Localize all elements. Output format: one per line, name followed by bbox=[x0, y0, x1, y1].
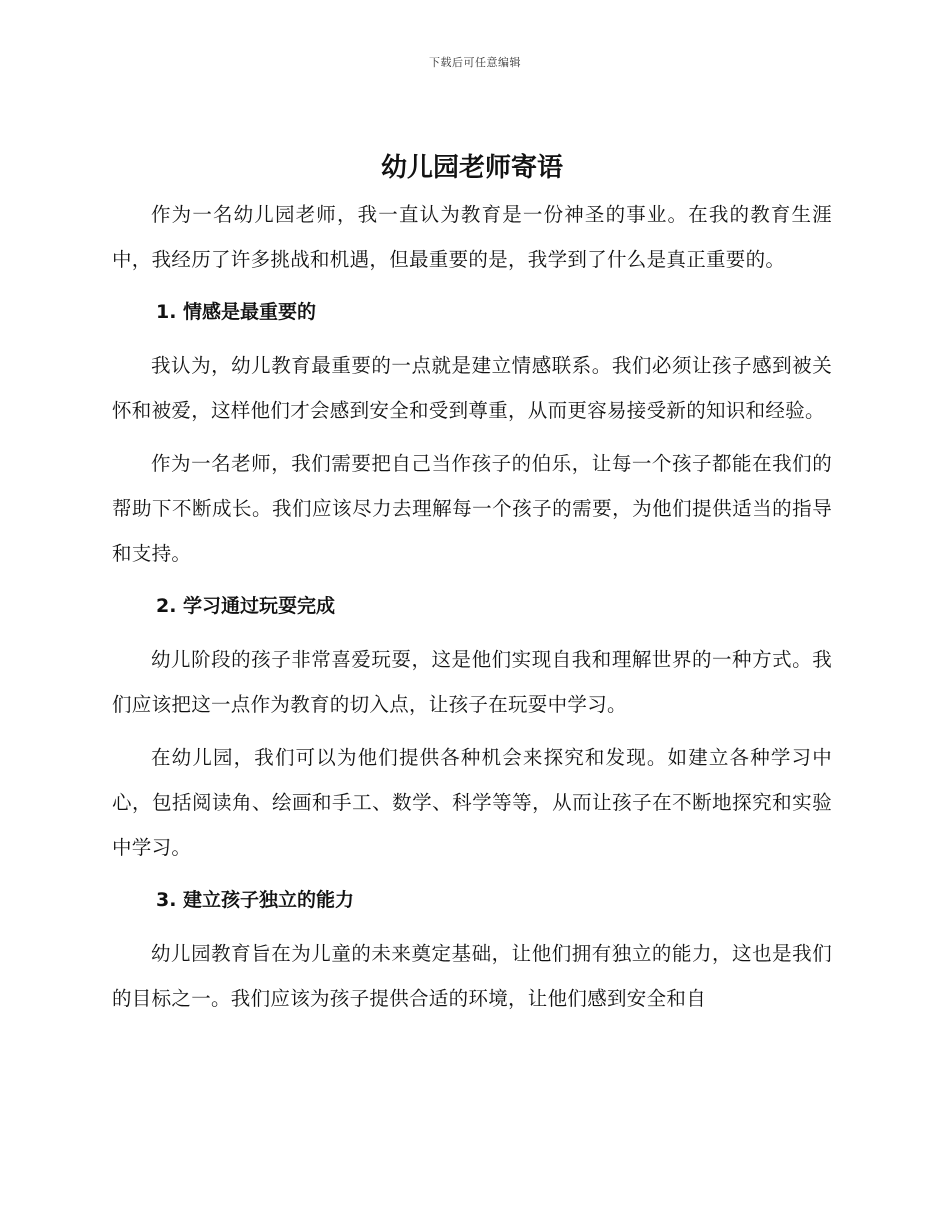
document-title: 幼儿园老师寄语 bbox=[380, 153, 563, 183]
section-heading-2: 2. 学习通过玩耍完成 bbox=[156, 595, 336, 617]
section-2-paragraph-1: 幼儿阶段的孩子非常喜爱玩耍，这是他们实现自我和理解世界的一种方式。我们应该把这一点作为教育的切入点，让孩子在玩耍中学习。 bbox=[112, 648, 832, 716]
section-3-paragraph-1: 幼儿园教育旨在为儿童的未来奠定基础，让他们拥有独立的能力，这也是我们的目标之一。我们应该为孩子提供合适的环境，让他们感到安全和自 bbox=[112, 942, 832, 1010]
section-1-paragraph-1: 我认为，幼儿教育最重要的一点就是建立情感联系。我们必须让孩子感到被关怀和被爱，这样他们才会感到安全和受到尊重，从而更容易接受新的知识和经验。 bbox=[112, 354, 832, 422]
section-2-paragraph-2: 在幼儿园，我们可以为他们提供各种机会来探究和发现。如建立各种学习中心，包括阅读角、绘画和手工、数学、科学等等，从而让孩子在不断地探究和实验中学习。 bbox=[112, 746, 832, 859]
section-heading-3: 3. 建立孩子独立的能力 bbox=[156, 889, 355, 911]
document-body bbox=[112, 148, 832, 1029]
section-1-paragraph-2: 作为一名老师，我们需要把自己当作孩子的伯乐，让每一个孩子都能在我们的帮助下不断成长。我们应该尽力去理解每一个孩子的需要，为他们提供适当的指导和支持。 bbox=[112, 452, 832, 565]
intro-paragraph: 作为一名幼儿园老师，我一直认为教育是一份神圣的事业。在我的教育生涯中，我经历了许多挑战和机遇，但最重要的是，我学到了什么是真正重要的。 bbox=[112, 203, 832, 271]
page-header-note: 下载后可任意编辑 bbox=[429, 56, 521, 69]
section-heading-1: 1. 情感是最重要的 bbox=[156, 301, 317, 323]
